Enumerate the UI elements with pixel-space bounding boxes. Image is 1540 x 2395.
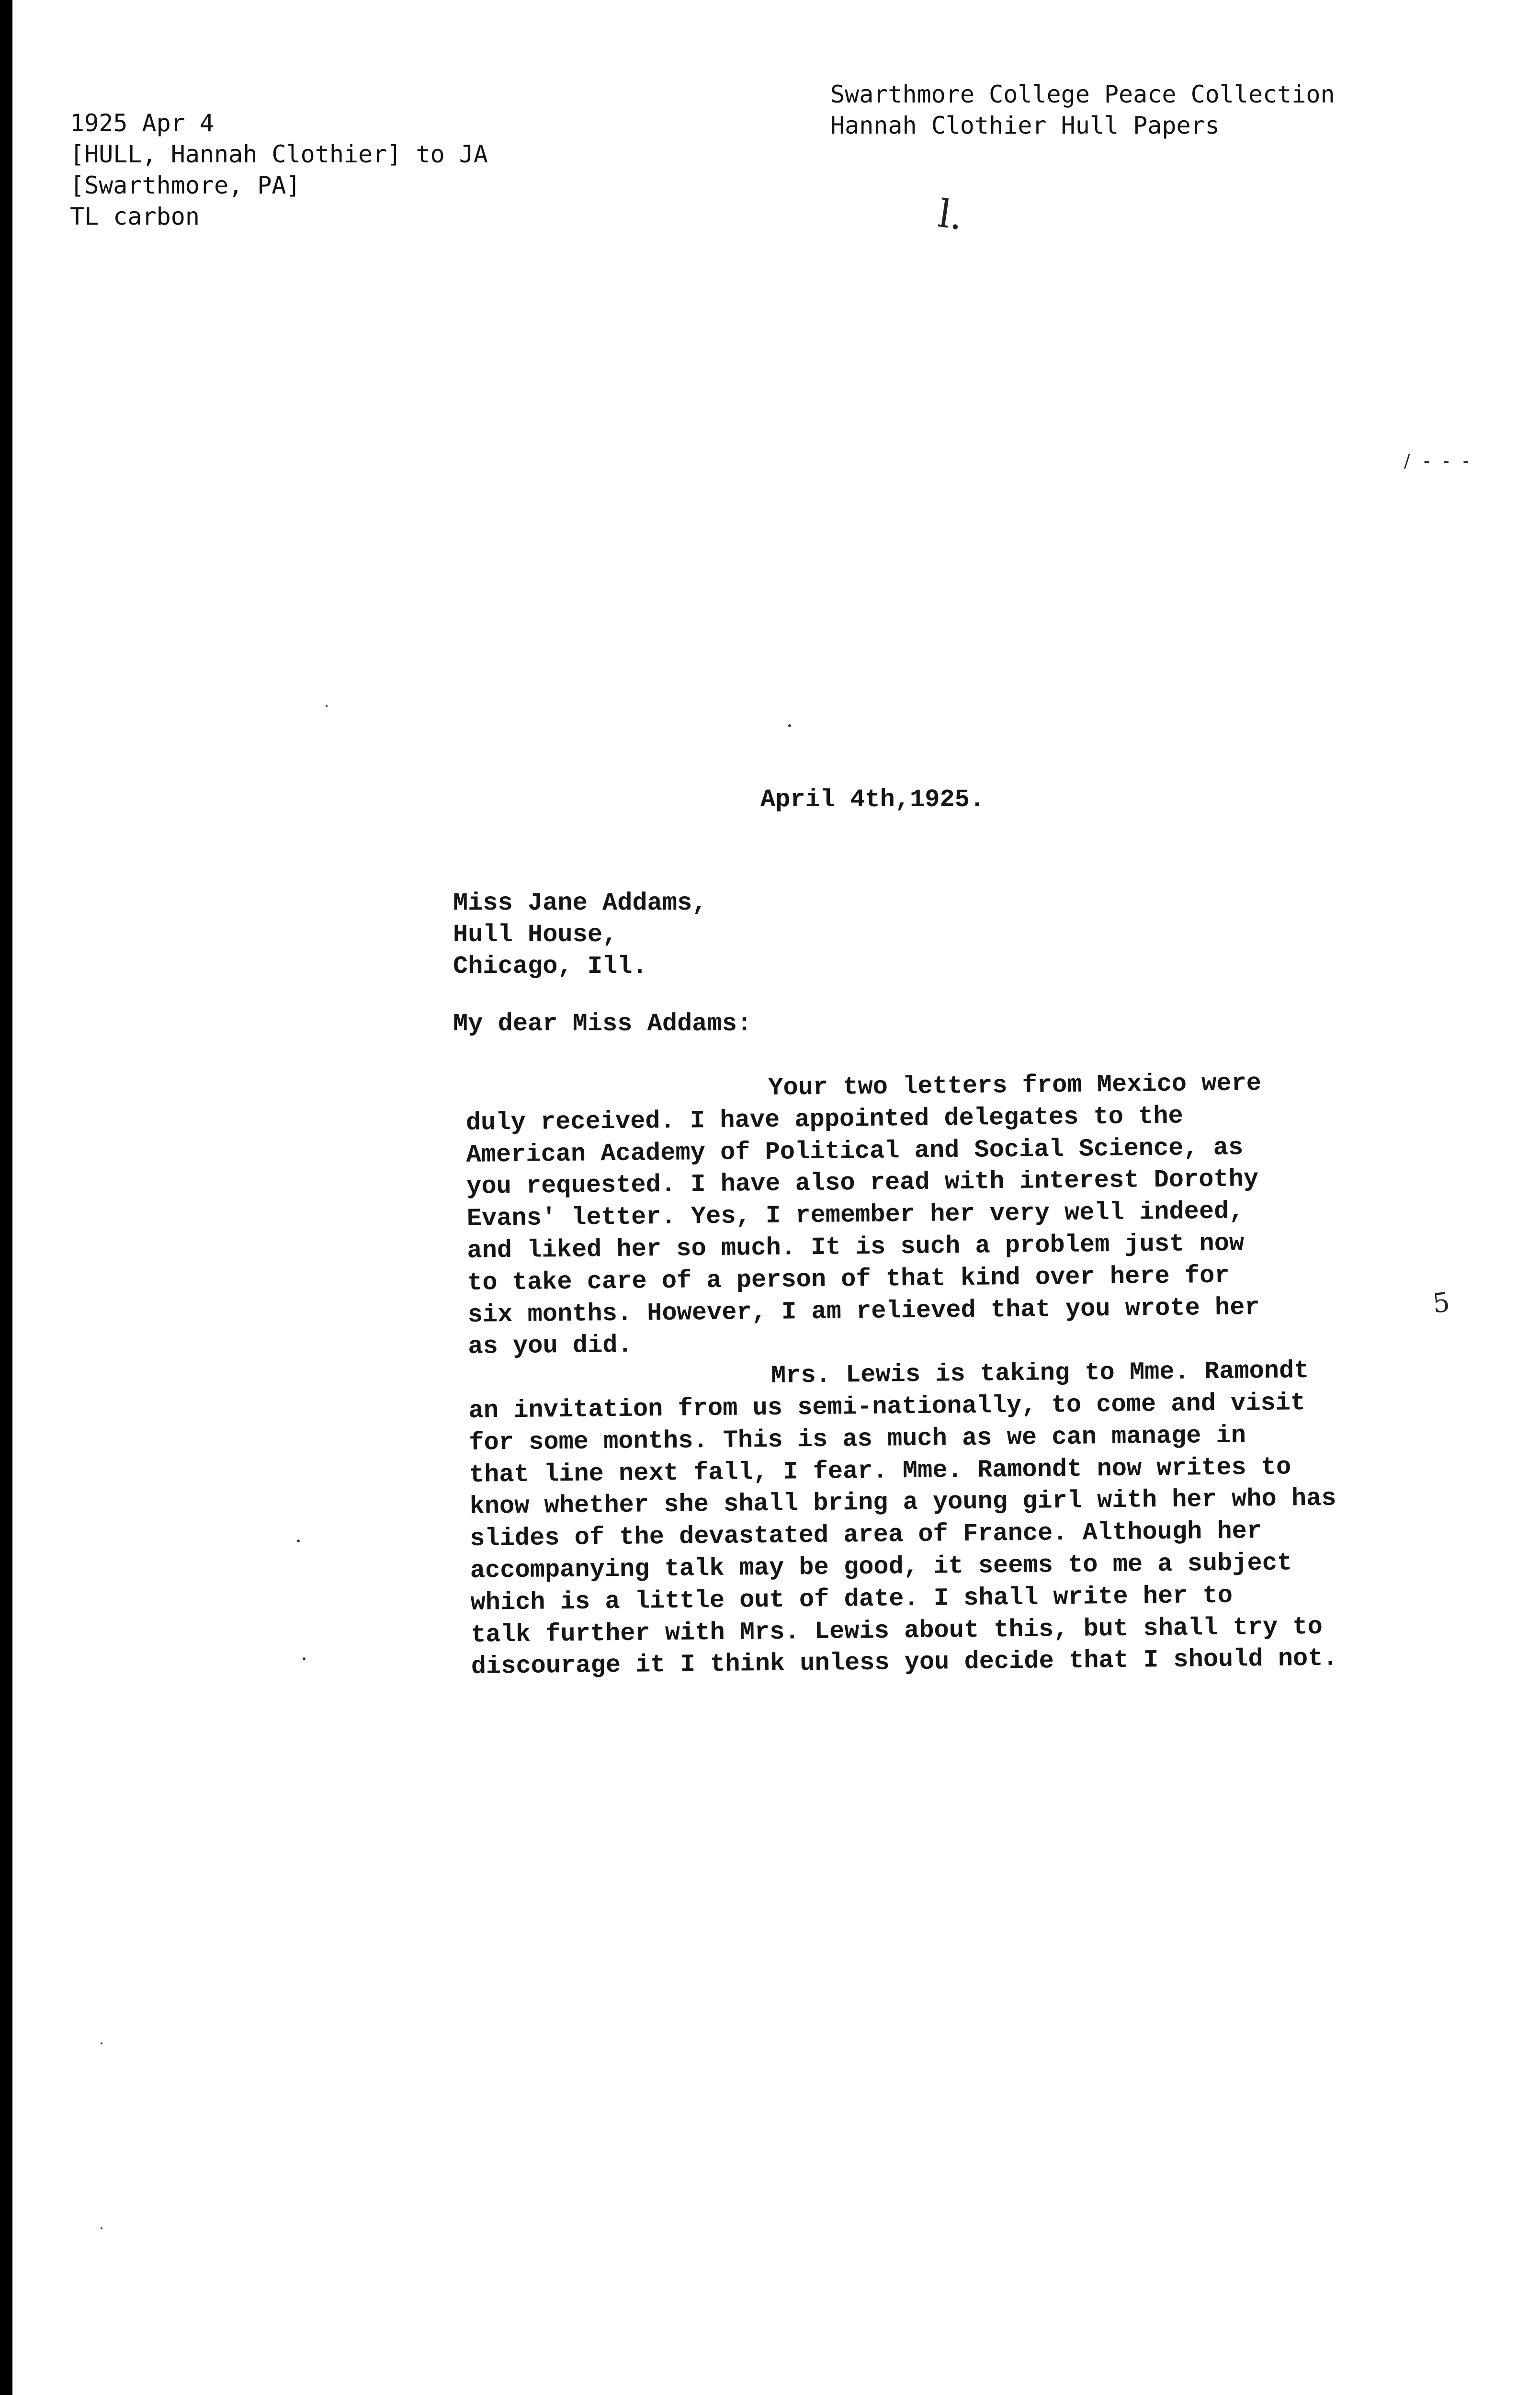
recipient-street: Hull House, <box>453 921 618 949</box>
body-line: accompanying talk may be good, it seems to me a subject <box>470 1549 1292 1585</box>
body-line: American Academy of Political and Social Science, as <box>466 1133 1244 1169</box>
citation-place: [Swarthmore, PA] <box>70 171 301 199</box>
citation-date: 1925 Apr 4 <box>70 109 215 137</box>
body-line: as you did. <box>468 1331 633 1361</box>
body-line: Your two letters from Mexico were <box>768 1069 1262 1102</box>
body-line: to take care of a person of that kind over here for <box>467 1261 1230 1297</box>
letter-body <box>465 1067 1338 1683</box>
ink-speck <box>326 705 328 707</box>
body-line: which is a little out of date. I shall write her to <box>470 1581 1233 1617</box>
body-line: an invitation from us semi-nationally, to come and visit <box>468 1389 1306 1425</box>
body-line: know whether she shall bring a young girl with her who has <box>469 1484 1336 1521</box>
body-line: that line next fall, I fear. Mme. Ramondt now writes to <box>469 1453 1291 1489</box>
collection-name: Swarthmore College Peace Collection <box>830 80 1335 108</box>
letter-date: April 4th,1925. <box>760 786 985 814</box>
handwritten-mark: l. <box>935 191 966 239</box>
ink-speck <box>297 1540 300 1542</box>
body-line: and liked her so much. It is such a problem just now <box>467 1229 1245 1265</box>
collection-papers: Hannah Clothier Hull Papers <box>830 112 1220 139</box>
citation-author-recipient: [HULL, Hannah Clothier] to JA <box>70 140 488 168</box>
body-line: slides of the devastated area of France. Although her <box>470 1517 1262 1553</box>
collection-label <box>830 79 1335 141</box>
body-line: Mrs. Lewis is taking to Mme. Ramondt <box>770 1357 1309 1391</box>
body-line: Evans' letter. Yes, I remember her very well indeed, <box>466 1197 1244 1233</box>
body-line: talk further with Mrs. Lewis about this, but shall try to <box>470 1612 1323 1649</box>
recipient-name: Miss Jane Addams, <box>453 889 707 917</box>
body-line: six months. However, I am relieved that you wrote her <box>467 1293 1260 1329</box>
citation-format: TL carbon <box>70 203 200 230</box>
ink-speck <box>788 724 791 727</box>
body-line: duly received. I have appointed delegates to the <box>465 1102 1184 1137</box>
body-line: you requested. I have also read with interest Dorothy <box>466 1165 1259 1201</box>
recipient-city: Chicago, Ill. <box>453 952 647 981</box>
margin-scribble: / - - - <box>1404 450 1473 471</box>
ink-speck <box>101 2227 102 2229</box>
body-line: discourage it I think unless you decide that I should not. <box>471 1644 1338 1681</box>
letter-page <box>12 0 1540 2395</box>
salutation: My dear Miss Addams: <box>453 1010 752 1038</box>
body-line: for some months. This is as much as we can manage in <box>469 1421 1246 1457</box>
archive-citation <box>70 108 488 232</box>
recipient-address <box>453 888 707 982</box>
ink-speck <box>303 1657 306 1660</box>
margin-number: 5 <box>1431 1287 1451 1320</box>
ink-speck <box>101 2042 102 2044</box>
